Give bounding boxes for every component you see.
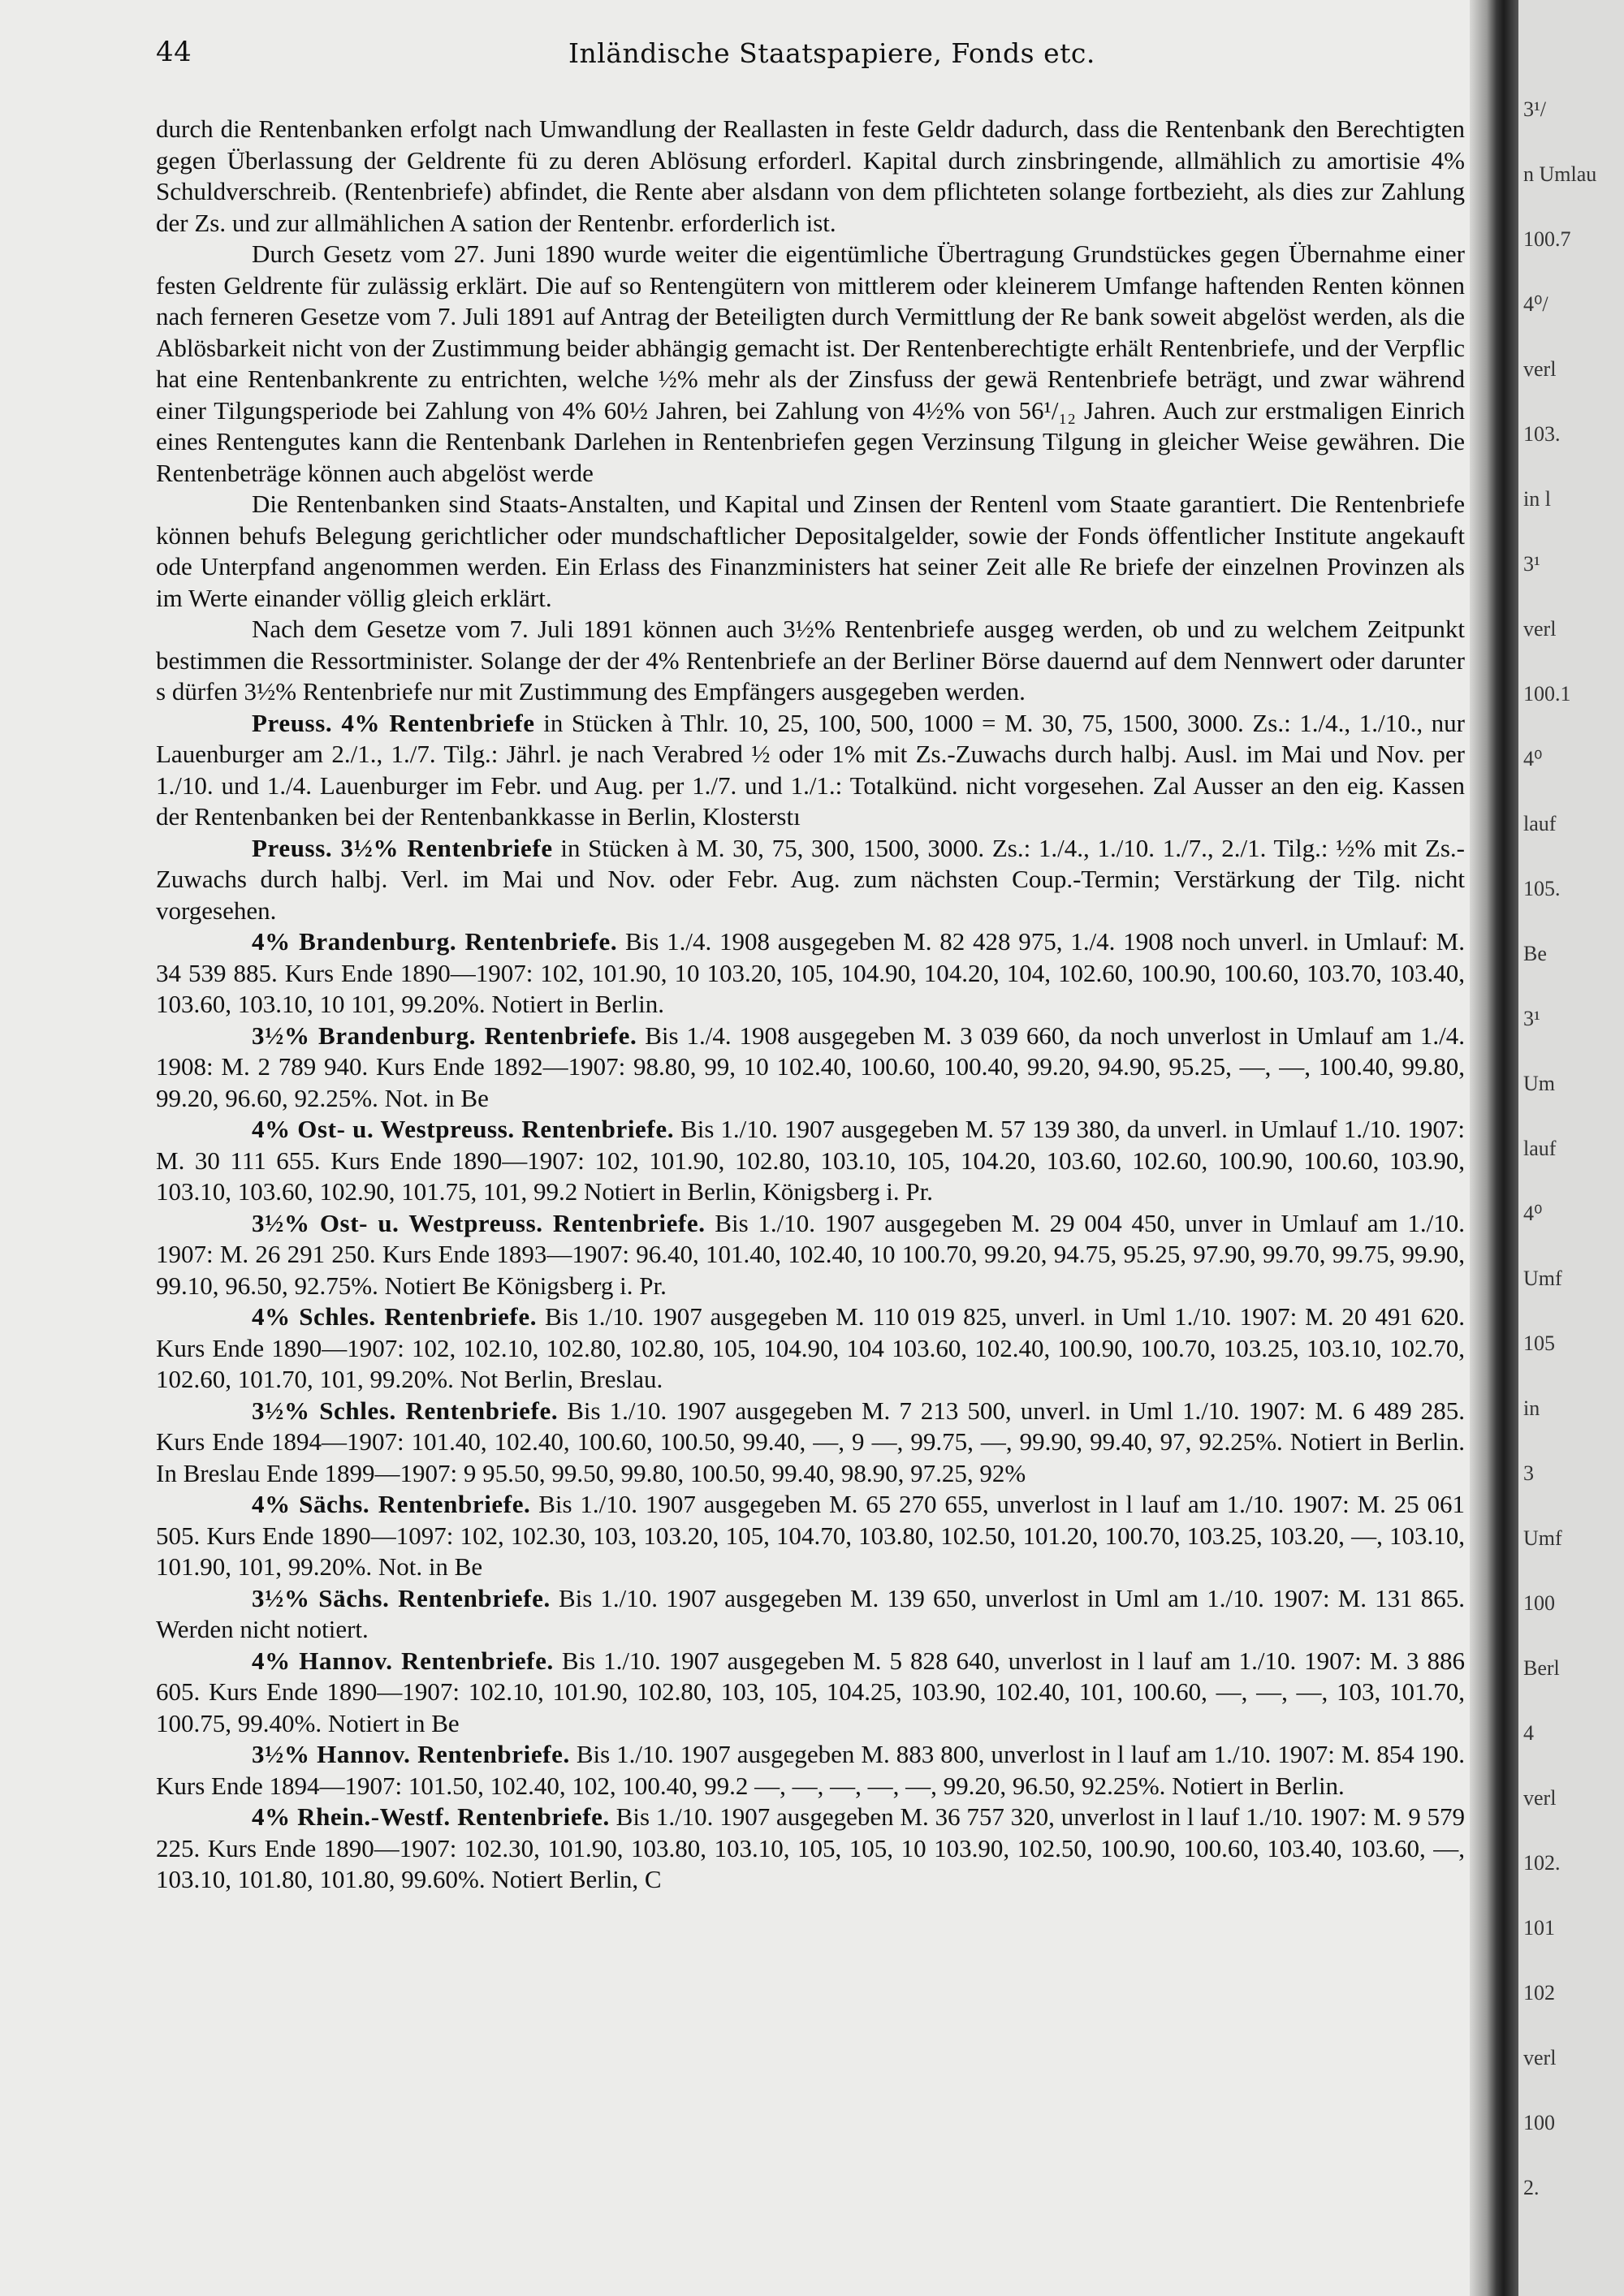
- facing-page-fragment: 4: [1523, 1721, 1534, 1745]
- entry-paragraph: [156, 1802, 1465, 1896]
- entry-paragraph: [156, 926, 1465, 1021]
- entry-heading: 4% Ost- u. Westpreuss. Rentenbriefe.: [252, 1115, 675, 1143]
- facing-page-fragment: 4⁰: [1523, 1202, 1543, 1225]
- facing-page-fragment: 103.: [1523, 422, 1561, 446]
- entry-heading: 4% Schles. Rentenbriefe.: [252, 1302, 538, 1331]
- facing-page-fragment: verl: [1523, 357, 1557, 381]
- facing-page-fragment: 100: [1523, 1591, 1555, 1615]
- facing-page-fragment: Umf: [1523, 1526, 1562, 1550]
- facing-page-fragment: 3¹: [1523, 1007, 1540, 1030]
- paragraph-text: Bis 1./10. 1907 ausgegeben M. 139 650, unverlost in Uml am 1./10. 1907: M. 131 865. Werden nicht notiert.: [156, 1583, 1465, 1643]
- entry-paragraph: [156, 1489, 1465, 1583]
- entry-paragraph: [156, 833, 1465, 927]
- facing-page-fragment: 105.: [1523, 877, 1561, 900]
- paragraph-text: Durch Gesetz vom 27. Juni 1890 wurde weiter die eigentümliche Übertragung Grundstückes gegen Übernahme einer festen Geldrente für zulässig erklärt. Die auf so Rentengütern von mittlerem oder kleinerem Umfange haftenden Renten können nach ferneren Gesetze vom 7. Juli 1891 auf Antrag der Beteiligten durch Vermittlung der Re bank soweit abgelöst werden, als die Ablösbarkeit nicht von der Zustimmung beider abhängig gemacht ist. Der Rentenberechtigte erhält Rentenbriefe, und der Verpflic hat eine Rentenbankrente zu entrichten, welche ½% mehr als der Zinsfuss der gewä Rentenbriefe beträgt, und zwar während einer Tilgungsperiode bei Zahlung von 4% 60½ Jahren, bei Zahlung von 4½% von 56¹/₁₂ Jahren. Auch zur erstmaligen Einrich eines Rentengutes kann die Rentenbank Darlehen in Rentenbriefen gegen Verzinsung Tilgung in gleicher Weise gewähren. Die Rentenbeträge können auch abgelöst werde: [156, 240, 1465, 487]
- book-gutter-shadow: [1470, 0, 1518, 2296]
- facing-page-fragment: 2.: [1523, 2176, 1540, 2199]
- entry-heading: 4% Hannov. Rentenbriefe.: [252, 1646, 554, 1675]
- facing-page-fragment: lauf: [1523, 1137, 1557, 1160]
- facing-page-fragment: in: [1523, 1396, 1540, 1420]
- facing-page-fragment: 100: [1523, 2111, 1555, 2134]
- facing-page-fragment: verl: [1523, 617, 1557, 641]
- facing-page-fragment: 3: [1523, 1461, 1534, 1485]
- entry-heading: 4% Rhein.-Westf. Rentenbriefe.: [252, 1802, 610, 1831]
- entry-paragraph: [156, 1301, 1465, 1396]
- page-body-text: [156, 114, 1465, 1896]
- facing-page-fragment: 3¹: [1523, 552, 1540, 576]
- facing-page-fragment: verl: [1523, 2046, 1557, 2069]
- text-paragraph: [156, 239, 1465, 489]
- facing-page-fragment: 102: [1523, 1981, 1555, 2005]
- page-number: 44: [156, 36, 192, 68]
- entry-paragraph: [156, 1021, 1465, 1115]
- paragraph-text: Bis 1./4. 1908 ausgegeben M. 3 039 660, da noch unverlost in Umlauf am 1./4. 1908: M. 2 789 940. Kurs Ende 1892—1907: 98.80, 99, 10 102.40, 100.60, 100.40, 99.20, 94.90, 95.25, —, —, 100.40, 99.80, 99.20, 96.60, 92.25%. Not. in Be: [156, 1021, 1465, 1112]
- paragraph-text: in Stücken à Thlr. 10, 25, 100, 500, 1000 = M. 30, 75, 1500, 3000. Zs.: 1./4., 1./10., nur Lauenburger am 2./1., 1./7. Tilg.: Jährl. je nach Verabred ½ oder 1% mit Zs.-Zuwachs durch halbj. Ausl. im Mai und Nov. per 1./10. und 1./4. Lauenburger im Febr. und Aug. per 1./7. und 1./1.: Totalkünd. nicht vorgesehen. Zal Ausser an den eig. Kassen der Rentenbanken bei der Rentenbankkasse in Berlin, Klosterstı: [156, 708, 1465, 831]
- text-paragraph: [156, 489, 1465, 614]
- entry-heading: 3½% Hannov. Rentenbriefe.: [252, 1740, 570, 1768]
- page-header: [156, 36, 1471, 71]
- facing-page-fragment: 100.7: [1523, 227, 1571, 251]
- entry-heading: 4% Brandenburg. Rentenbriefe.: [252, 927, 618, 956]
- paragraph-text: Nach dem Gesetze vom 7. Juli 1891 können auch 3½% Rentenbriefe ausgeg werden, ob und zu welchem Zeitpunkt bestimmen die Ressortminister. Solange der der 4% Rentenbriefe an der Berliner Börse dauernd auf dem Nennwert oder darunter s dürfen 3½% Rentenbriefe nur mit Zustimmung des Empfängers ausgegeben werden.: [156, 615, 1465, 706]
- facing-page-fragment: 3¹/: [1523, 97, 1547, 121]
- facing-page-fragment: lauf: [1523, 812, 1557, 835]
- paragraph-text: durch die Rentenbanken erfolgt nach Umwandlung der Reallasten in feste Geldr dadurch, dass die Rentenbank den Berechtigten gegen Überlassung der Geldrente fü zu deren Ablösung erforderl. Kapital durch zinsbringende, allmählich zu amortisie 4% Schuldverschreib. (Rentenbriefe) abfindet, die Rente aber alsdann von dem pflichteten solange fortbezieht, als dies zur Zahlung der Zs. und zur allmählichen A sation der Rentenbr. erforderlich ist.: [156, 114, 1465, 237]
- entry-paragraph: [156, 1583, 1465, 1646]
- entry-paragraph: [156, 1396, 1465, 1490]
- text-paragraph: [156, 114, 1465, 239]
- facing-page-fragment: 101: [1523, 1916, 1555, 1940]
- entry-heading: 3½% Schles. Rentenbriefe.: [252, 1396, 559, 1425]
- paragraph-text: Bis 1./10. 1907 ausgegeben M. 110 019 825, unverl. in Uml 1./10. 1907: M. 20 491 620. Kurs Ende 1890—1907: 102, 102.10, 102.80, 102.80, 105, 104.90, 104 103.60, 102.40, 100.90, 100.70, 103.25, 103.10, 102.70, 102.60, 101.70, 101, 99.20%. Not Berlin, Breslau.: [156, 1302, 1465, 1393]
- paragraph-text: Bis 1./4. 1908 ausgegeben M. 82 428 975, 1./4. 1908 noch unverl. in Umlauf: M. 34 539 885. Kurs Ende 1890—1907: 102, 101.90, 10 103.20, 105, 104.90, 104.20, 104, 102.60, 100.90, 100.60, 103.70, 103.40, 103.60, 103.10, 10 101, 99.20%. Notiert in Berlin.: [156, 927, 1465, 1018]
- facing-page-fragment: n Umlau: [1523, 162, 1597, 186]
- facing-page-fragment: Be: [1523, 942, 1547, 965]
- paragraph-text: Bis 1./10. 1907 ausgegeben M. 36 757 320, unverlost in l lauf 1./10. 1907: M. 9 579 225. Kurs Ende 1890—1907: 102.30, 101.90, 103.80, 103.10, 105, 105, 10 103.90, 102.50, 100.90, 100.60, 103.40, 103.60, —, 103.10, 101.80, 101.80, 99.60%. Notiert Berlin, C: [156, 1802, 1465, 1893]
- running-title: Inländische Staatspapiere, Fonds etc.: [568, 37, 1095, 69]
- entry-heading: 3½% Sächs. Rentenbriefe.: [252, 1583, 551, 1612]
- facing-page-fragment: in l: [1523, 487, 1551, 511]
- facing-page-fragment: Berl: [1523, 1656, 1560, 1680]
- facing-page-fragment: 4⁰: [1523, 747, 1543, 770]
- paragraph-text: Bis 1./10. 1907 ausgegeben M. 57 139 380, da unverl. in Umlauf 1./10. 1907: M. 30 111 655. Kurs Ende 1890—1907: 102, 101.90, 102.80, 103.10, 105, 104.20, 103.60, 102.60, 100.90, 100.60, 103.90, 103.10, 103.60, 102.90, 101.75, 101, 99.2 Notiert in Berlin, Königsberg i. Pr.: [156, 1115, 1465, 1206]
- entry-heading: Preuss. 3½% Rentenbriefe: [252, 833, 553, 862]
- entry-heading: 4% Sächs. Rentenbriefe.: [252, 1490, 531, 1518]
- entry-paragraph: [156, 708, 1465, 833]
- entry-paragraph: [156, 1208, 1465, 1302]
- facing-page-fragment: 100.1: [1523, 682, 1571, 706]
- adjacent-page-edge: [1518, 0, 1624, 2296]
- paragraph-text: Bis 1./10. 1907 ausgegeben M. 5 828 640, unverlost in l lauf am 1./10. 1907: M. 3 886 605. Kurs Ende 1890—1907: 102.10, 101.90, 102.80, 103, 105, 104.25, 103.90, 102.40, 101, 100.60, —, —, —, 103, 101.70, 100.75, 99.40%. Notiert in Be: [156, 1646, 1465, 1737]
- facing-page-fragment: 4⁰/: [1523, 292, 1548, 316]
- entry-paragraph: [156, 1114, 1465, 1208]
- entry-paragraph: [156, 1646, 1465, 1740]
- paragraph-text: in Stücken à M. 30, 75, 300, 1500, 3000. Zs.: 1./4., 1./10. 1./7., 2./1. Tilg.: ½% mit Zs.-Zuwachs durch halbj. Verl. im Mai und Nov. oder Febr. Aug. zum nächsten Coup.-Termin; Verstärkung der Tilg. nicht vorgesehen.: [156, 833, 1465, 925]
- paragraph-text: Bis 1./10. 1907 ausgegeben M. 29 004 450, unver in Umlauf am 1./10. 1907: M. 26 291 250. Kurs Ende 1893—1907: 96.40, 101.40, 102.40, 10 100.70, 99.20, 94.75, 95.25, 97.90, 99.70, 99.75, 99.90, 99.10, 96.50, 92.75%. Notiert Be Königsberg i. Pr.: [156, 1208, 1465, 1300]
- paragraph-text: Bis 1./10. 1907 ausgegeben M. 65 270 655, unverlost in l lauf am 1./10. 1907: M. 25 061 505. Kurs Ende 1890—1097: 102, 102.30, 103, 103.20, 105, 104.70, 103.80, 102.50, 101.20, 100.70, 103.25, 103.20, —, 103.10, 101.90, 101, 99.20%. Not. in Be: [156, 1490, 1465, 1581]
- entry-heading: 3½% Ost- u. Westpreuss. Rentenbriefe.: [252, 1208, 706, 1237]
- paragraph-text: Bis 1./10. 1907 ausgegeben M. 7 213 500, unverl. in Uml 1./10. 1907: M. 6 489 285. Kurs Ende 1894—1907: 101.40, 102.40, 100.60, 100.50, 99.40, —, 9 —, 99.75, —, 99.90, 99.40, 97, 92.25%. Notiert in Berlin. In Breslau Ende 1899—1907: 9 95.50, 99.50, 99.80, 100.50, 99.40, 98.90, 97.25, 92%: [156, 1396, 1465, 1487]
- facing-page-fragment: Um: [1523, 1072, 1555, 1095]
- facing-page-fragment: Umf: [1523, 1267, 1562, 1290]
- facing-page-fragment: 102.: [1523, 1851, 1561, 1875]
- facing-page-fragment: verl: [1523, 1786, 1557, 1810]
- entry-heading: 3½% Brandenburg. Rentenbriefe.: [252, 1021, 637, 1050]
- entry-paragraph: [156, 1739, 1465, 1802]
- paragraph-text: Die Rentenbanken sind Staats-Anstalten, und Kapital und Zinsen der Rentenl vom Staate garantiert. Die Rentenbriefe können behufs Belegung gerichtlicher oder mundschaftlicher Depositalgelder, sowie der Fonds öffentlicher Institute angekauft ode Unterpfand angenommen werden. Ein Erlass des Finanzministers hat seiner Zeit alle Re briefe der einzelnen Provinzen als im Werte einander völlig gleich erklärt.: [156, 490, 1465, 612]
- paragraph-text: Bis 1./10. 1907 ausgegeben M. 883 800, unverlost in l lauf am 1./10. 1907: M. 854 190. Kurs Ende 1894—1907: 101.50, 102.40, 102, 100.40, 99.2 —, —, —, —, —, 99.20, 96.50, 92.25%. Notiert in Berlin.: [156, 1740, 1465, 1800]
- entry-heading: Preuss. 4% Rentenbriefe: [252, 708, 535, 737]
- facing-page-fragment: 105: [1523, 1331, 1555, 1355]
- text-paragraph: [156, 614, 1465, 708]
